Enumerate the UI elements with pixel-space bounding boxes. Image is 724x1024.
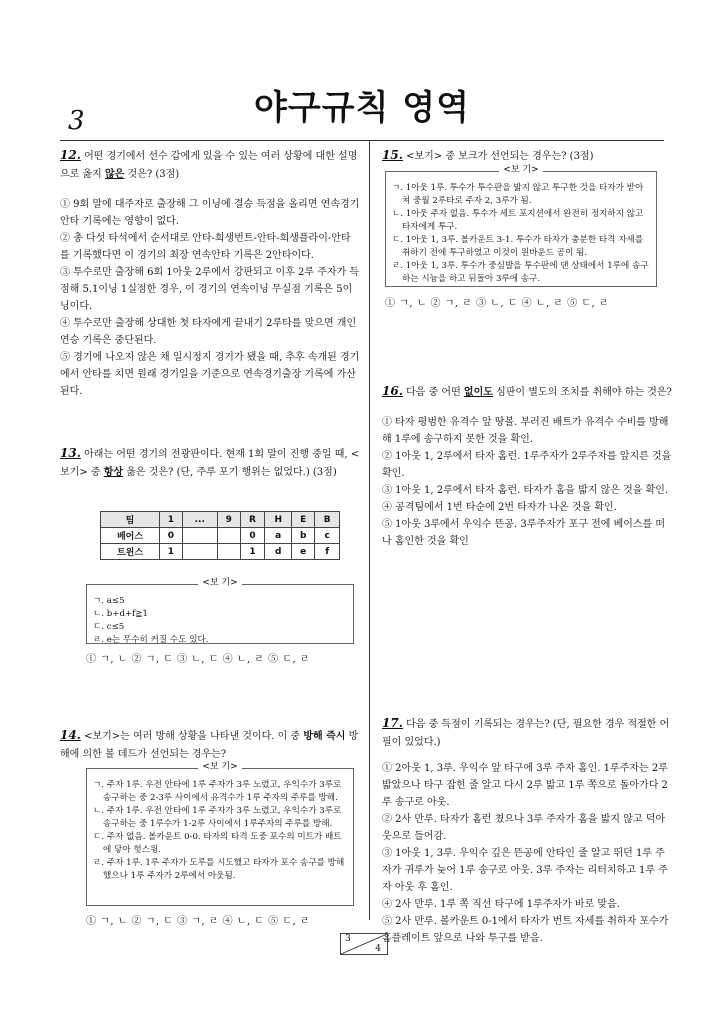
question-stem: 옳은 것은? (단, 주루 포기 행위는 없었다.) (3점) [123, 467, 337, 478]
cell: f [315, 544, 340, 560]
bogi-item: ㄱ. 주자 1루. 우전 안타에 1루 주자가 3루 노렸고, 우익수가 3루로 송구하는 중 2-3루 사이에서 유격수가 1루 주자의 주루를 방해. [93, 780, 342, 803]
option: ② 총 다섯 타석에서 순서대로 안타-희생번트-안타-희생플라이-안타를 기록했다면 이 경기의 최장 연속안타 기록은 2안타이다. [60, 233, 351, 261]
bogi-item: ㄴ. 주자 1루. 우전 안타에 1루 주자가 3루 노렸고, 우익수가 3루로 송구하는 중 1루수가 1-2루 사이에서 1루주자의 주루를 방해. [93, 806, 342, 829]
option: ④ 투수로만 출장해 상대한 첫 타자에게 끝내기 2루타를 맞으면 개인 연승 기록은 중단된다. [60, 318, 357, 346]
scoreboard-row [101, 528, 340, 544]
cell: a [265, 528, 292, 544]
header-rule [60, 140, 664, 141]
option: ② 2사 만루. 타자가 홈런 쳤으나 3루 주자가 홈을 밟지 않고 덕아웃으로 들어감. [382, 814, 666, 842]
stem-emphasis: 방해 즉시 [303, 731, 346, 742]
question-number: 17. [382, 716, 403, 730]
header-cell: B [315, 512, 340, 528]
question-16 [382, 382, 672, 550]
header-cell: 팀 [101, 512, 160, 528]
header-cell: 9 [217, 512, 240, 528]
bogi-item: ㄱ. a≤5 [93, 596, 125, 606]
answer-choices: ① ㄱ, ㄴ ② ㄱ, ㄷ ③ ㄴ, ㄷ ④ ㄴ, ㄹ ⑤ ㄷ, ㄹ [86, 654, 310, 665]
header-cell: 1 [160, 512, 183, 528]
answer-choices: ① ㄱ, ㄴ ② ㄱ, ㄹ ③ ㄴ, ㄷ ④ ㄴ, ㄹ ⑤ ㄷ, ㄹ [385, 298, 609, 309]
bogi-item: ㄷ. 주자 없음. 볼카운트 0-0. 타자의 타격 도중 포수의 미트가 배트에 닿아 헛스윙. [93, 832, 342, 855]
cell: 트윈스 [101, 544, 160, 560]
option: ① 9회 말에 대주자로 출장해 그 이닝에 결승 득점을 올리면 연속경기안타 기록에는 영향이 없다. [60, 199, 360, 227]
option: ① 타자 평범한 유격수 앞 땅볼. 부러진 배트가 유격수 수비를 방해해 1루에 송구하지 못한 것을 확인. [382, 417, 669, 445]
question-stem: 것은? (3점) [124, 169, 180, 180]
cell: 베어스 [101, 528, 160, 544]
cell: d [265, 544, 292, 560]
bogi-box [385, 165, 657, 287]
question-stem: 다음 중 어떤 [406, 387, 464, 398]
question-number: 15. [382, 148, 403, 162]
option: ⑤ 경기에 나오지 않은 채 일시정지 경기가 됐을 때, 추후 속개된 경기에서 안타를 치면 원래 경기일을 기준으로 연속경기출장 기록에 가산된다. [60, 352, 360, 397]
header-cell: H [265, 512, 292, 528]
column-divider [369, 140, 370, 920]
cell: 0 [240, 528, 265, 544]
bogi-item: ㄹ. 1아웃 1, 3루. 투수가 중심발을 투수판에 댄 상태에서 1루에 송구하는 시늉을 하고 뒤돌아 3루에 송구. [392, 261, 649, 284]
option: ④ 공격팀에서 1번 타순에 2번 타자가 나온 것을 확인. [382, 502, 617, 513]
cell [182, 528, 217, 544]
question-13 [60, 444, 360, 482]
cell: 1 [160, 544, 183, 560]
page-indicator [340, 933, 388, 955]
bogi-label: <보 기> [198, 578, 241, 588]
bogi-item: ㄹ. e는 무수히 커질 수도 있다. [93, 635, 209, 645]
option: ⑤ 1아웃 3루에서 우익수 뜬공. 3루주자가 포구 전에 베이스를 떠나 홈인한 것을 확인 [382, 519, 666, 547]
bogi-item: ㄴ. b+d+f≧1 [93, 609, 149, 619]
header-cell: ... [182, 512, 217, 528]
option: ① 2아웃 1, 3루. 우익수 앞 타구에 3루 주자 홈인. 1루주자는 2루 밟았으나 타구 잡힌 줄 알고 다시 2루 밟고 1루 쪽으로 돌아가다 2루 송구로 아웃. [382, 763, 668, 808]
scoreboard-row [101, 544, 340, 560]
question-stem: <보기> 중 보크가 선언되는 경우는? (3점) [406, 151, 594, 162]
bogi-item: ㄱ. 1아웃 1루. 투수가 투수판을 밟지 않고 투구한 것을 타자가 받아쳐 중월 2루타로 주자 2, 3루가 됨. [392, 183, 644, 206]
page-current: 3 [345, 934, 351, 944]
header-cell: R [240, 512, 265, 528]
question-stem: 다음 중 득점이 기록되는 경우는? (단, 필요한 경우 적절한 어필이 있었다.) [382, 719, 670, 748]
cell [217, 544, 240, 560]
question-stem: 방해에 의한 볼 데드가 선언되는 경우는? [60, 731, 359, 760]
question-stem: 아래는 어떤 경기의 전광판이다. 현재 1회 말이 진행 중일 때, <보기> 중 [60, 449, 360, 478]
option-list [382, 414, 672, 550]
stem-emphasis: 없이도 [463, 387, 493, 398]
header-cell: E [292, 512, 315, 528]
option-list [60, 196, 360, 400]
question-number: 13. [60, 446, 81, 460]
page-total: 4 [375, 944, 381, 954]
option: ② 1아웃 1, 2루에서 타자 홈런. 1루주자가 2루주자를 앞지른 것을 확인. [382, 451, 672, 479]
section-number: 3 [68, 106, 85, 136]
cell: 0 [160, 528, 183, 544]
scoreboard-table [100, 511, 340, 560]
option: ④ 2사 만루. 1루 쪽 직선 타구에 1루주자가 바로 맞음. [382, 899, 620, 910]
cell: e [292, 544, 315, 560]
cell: 1 [240, 544, 265, 560]
cell [217, 528, 240, 544]
bogi-label: <보 기> [198, 762, 241, 772]
option: ③ 1아웃 1, 2루에서 타자 홈런. 타자가 홈을 밟지 않은 것을 확인. [382, 485, 669, 496]
question-number: 14. [60, 728, 81, 742]
option: ③ 투수로만 출장해 6회 1아웃 2루에서 강판되고 이후 2루 주자가 득점해 5.1이닝 1실점한 경우, 이 경기의 연속이닝 무실점 기록은 5이닝이다. [60, 267, 360, 312]
question-number: 12. [60, 148, 81, 162]
question-14 [60, 726, 360, 764]
bogi-item: ㄴ. 1아웃 주자 없음. 투수가 세트 포지션에서 완전히 정지하지 않고 타자에게 투구. [392, 209, 644, 232]
option: ⑤ 2사 만루. 볼카운트 0-1에서 타자가 번트 자세를 취하자 포수가 홈플레이트 앞으로 나와 투구를 받음. [382, 916, 669, 944]
cell [182, 544, 217, 560]
question-stem: <보기>는 여러 방해 상황을 나타낸 것이다. 이 중 [84, 731, 304, 742]
question-stem: 어떤 경기에서 선수 갑에게 있을 수 있는 여러 상황에 대한 설명으로 옳지 [60, 151, 358, 180]
bogi-item: ㄹ. 주자 1루. 1루 주자가 도루를 시도했고 타자가 포수 송구를 방해했으나 1루 주자가 2루에서 아웃됨. [93, 858, 345, 881]
bogi-item: ㄷ. c≤5 [93, 622, 125, 632]
bogi-label: <보 기> [499, 165, 542, 175]
question-number: 16. [382, 384, 403, 398]
scoreboard-header-row [101, 512, 340, 528]
question-17 [382, 714, 672, 947]
stem-emphasis: 않은 [105, 169, 125, 180]
question-stem: 심판이 별도의 조치를 취해야 하는 것은? [492, 387, 672, 398]
option-list [382, 760, 672, 947]
answer-choices: ① ㄱ, ㄴ ② ㄱ, ㄷ ③ ㄱ, ㄹ ④ ㄴ, ㄷ ⑤ ㄷ, ㄹ [86, 916, 310, 927]
stem-emphasis: 항상 [103, 467, 124, 478]
bogi-item: ㄷ. 1아웃 1, 3루. 볼카운트 3-1. 투수가 타자가 충분한 타격 자세를 취하기 전에 투구하였고 이것이 원바운드 공이 됨. [392, 235, 644, 258]
bogi-box [86, 762, 354, 906]
cell: b [292, 528, 315, 544]
cell: c [315, 528, 340, 544]
option: ③ 1아웃 1, 3루. 우익수 깊은 뜬공에 안타인 줄 알고 뛰던 1루 주자가 귀루가 늦어 1루 송구로 아웃. 3루 주자는 리터치하고 1루 주자 아웃 후 홈인. [382, 848, 668, 893]
question-15 [382, 146, 672, 166]
question-12 [60, 146, 360, 400]
bogi-box [86, 578, 354, 645]
page-title: 야구규칙 영역 [254, 88, 470, 128]
